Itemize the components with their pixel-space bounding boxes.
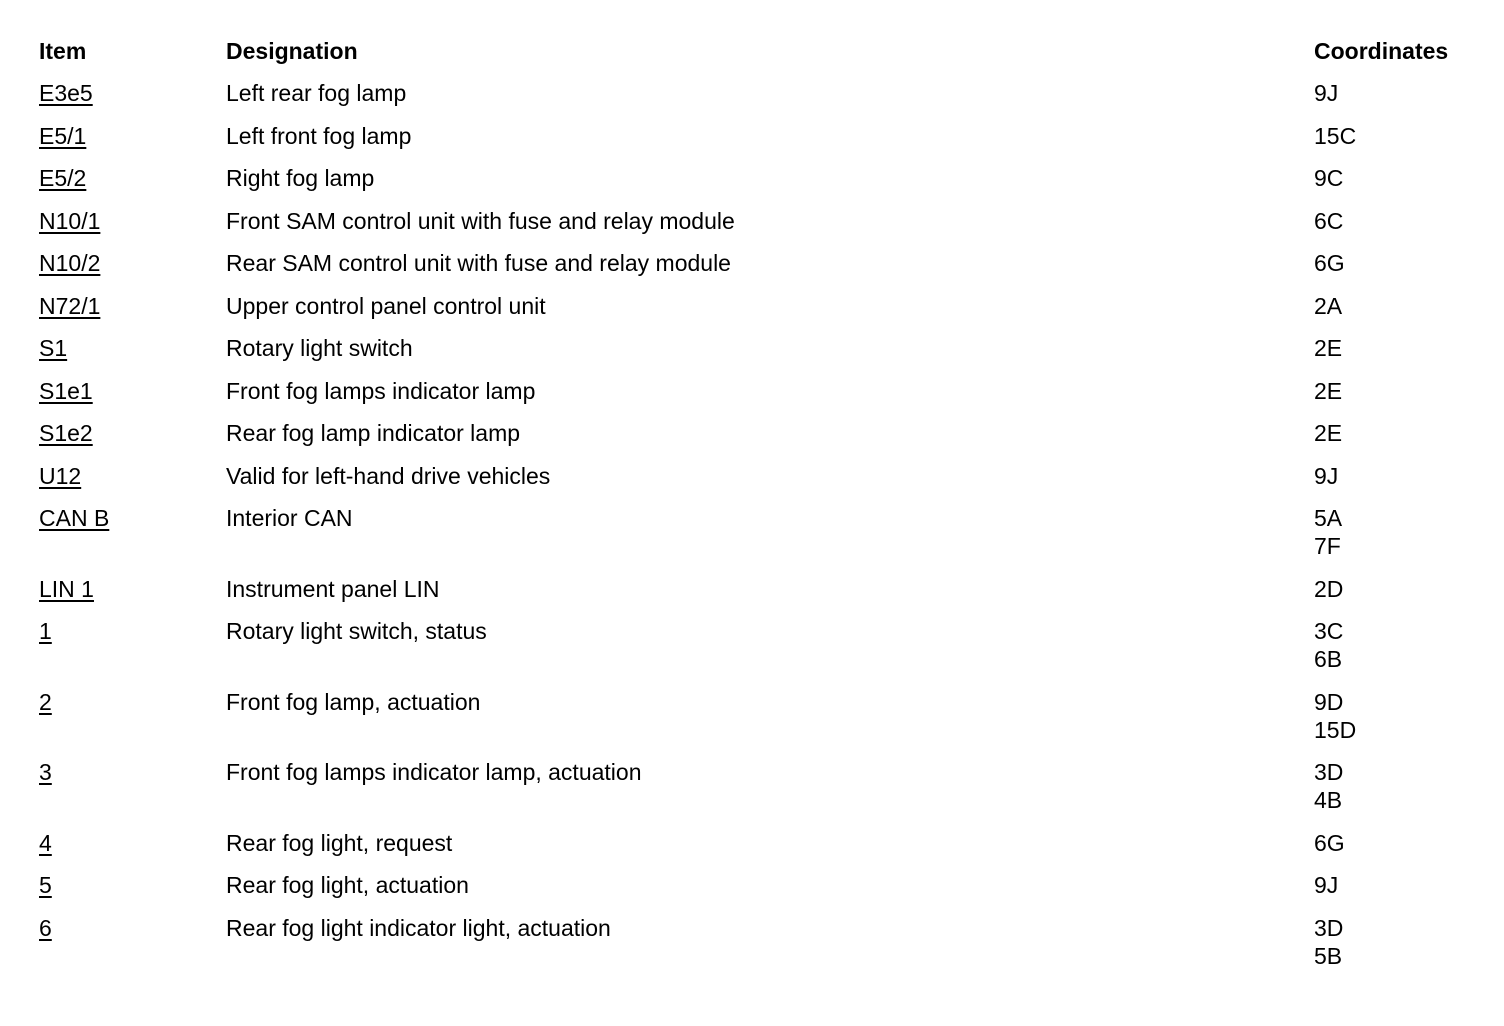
coordinates-cell: [1314, 164, 1494, 207]
coordinates-column-header: Coordinates: [1314, 38, 1449, 64]
table-row: [39, 758, 1494, 829]
item-link[interactable]: N10/1: [39, 207, 101, 234]
item-cell: [39, 292, 226, 335]
item-cell: [39, 758, 226, 829]
coordinate-value: 6G: [1314, 250, 1345, 276]
coordinate-value: 7F: [1314, 533, 1341, 559]
coordinates-cell: [1314, 462, 1494, 505]
coordinates-cell: [1314, 249, 1494, 292]
item-link[interactable]: 2: [39, 688, 52, 715]
coordinate-value: 2E: [1314, 420, 1343, 446]
item-cell: [39, 504, 226, 575]
table-row: [39, 249, 1494, 292]
coordinate-value: 5A: [1314, 505, 1343, 531]
coordinates-cell: [1314, 575, 1494, 618]
coordinates-cell: [1314, 419, 1494, 462]
item-cell: [39, 164, 226, 207]
coordinate-value: 9C: [1314, 165, 1344, 191]
item-link[interactable]: N72/1: [39, 292, 101, 319]
designation-cell: Left rear fog lamp: [226, 80, 407, 106]
table-row: [39, 871, 1494, 914]
designation-cell: Interior CAN: [226, 505, 353, 531]
designation-cell: Rotary light switch: [226, 335, 413, 361]
designation-cell: Upper control panel control unit: [226, 292, 546, 319]
item-link[interactable]: N10/2: [39, 250, 101, 276]
table-row: [39, 688, 1494, 759]
item-link[interactable]: 5: [39, 872, 52, 898]
designation-cell: Front fog lamps indicator lamp, actuation: [226, 759, 642, 785]
coordinate-value: 2A: [1314, 292, 1343, 319]
component-legend-table: [39, 33, 1494, 984]
designation-cell: Rear fog light, actuation: [226, 872, 469, 898]
item-cell: [39, 79, 226, 122]
item-link[interactable]: E5/1: [39, 122, 87, 149]
table-row: [39, 462, 1494, 505]
coordinates-cell: [1314, 504, 1494, 575]
coordinate-value: 5B: [1314, 942, 1343, 969]
coordinates-cell: [1314, 871, 1494, 914]
designation-cell: Instrument panel LIN: [226, 575, 440, 602]
item-link[interactable]: LIN 1: [39, 575, 94, 602]
coordinates-cell: [1314, 334, 1494, 377]
designation-cell: Valid for left-hand drive vehicles: [226, 462, 551, 489]
item-cell: [39, 829, 226, 872]
coordinate-value: 2D: [1314, 575, 1344, 602]
item-cell: [39, 688, 226, 759]
table-row: [39, 419, 1494, 462]
item-cell: [39, 334, 226, 377]
item-link[interactable]: CAN B: [39, 505, 110, 531]
table-row: [39, 504, 1494, 575]
item-link[interactable]: E3e5: [39, 80, 93, 106]
item-column-header: Item: [39, 38, 87, 64]
designation-cell: Front fog lamp, actuation: [226, 688, 481, 715]
designation-cell: Rear fog light indicator light, actuation: [226, 914, 611, 941]
item-cell: [39, 871, 226, 914]
table-row: [39, 829, 1494, 872]
coordinate-value: 9J: [1314, 80, 1339, 106]
coordinate-value: 9J: [1314, 462, 1339, 489]
coordinates-cell: [1314, 829, 1494, 872]
designation-cell: Rear SAM control unit with fuse and relay module: [226, 250, 731, 276]
item-cell: [39, 914, 226, 985]
item-cell: [39, 122, 226, 165]
designation-cell: Front SAM control unit with fuse and relay module: [226, 207, 735, 234]
coordinates-cell: [1314, 688, 1494, 759]
item-cell: [39, 419, 226, 462]
header-row: [39, 33, 1494, 79]
coordinates-cell: [1314, 207, 1494, 250]
table-row: [39, 914, 1494, 985]
table-row: [39, 377, 1494, 420]
designation-cell: Rear fog lamp indicator lamp: [226, 420, 521, 446]
item-link[interactable]: 6: [39, 914, 52, 941]
item-cell: [39, 377, 226, 420]
coordinate-value: 2E: [1314, 377, 1343, 404]
legend-body: [39, 79, 1494, 984]
item-cell: [39, 249, 226, 292]
designation-cell: Right fog lamp: [226, 165, 375, 191]
coordinate-value: 6B: [1314, 646, 1343, 672]
coordinates-cell: [1314, 617, 1494, 688]
coordinate-value: 9D: [1314, 688, 1344, 715]
designation-column-header: Designation: [226, 38, 358, 64]
designation-cell: Left front fog lamp: [226, 122, 412, 149]
designation-cell: Rear fog light, request: [226, 829, 453, 856]
table-row: [39, 164, 1494, 207]
item-cell: [39, 617, 226, 688]
coordinates-cell: [1314, 122, 1494, 165]
item-link[interactable]: S1: [39, 335, 68, 361]
table-row: [39, 575, 1494, 618]
coordinates-cell: [1314, 377, 1494, 420]
coordinate-value: 3D: [1314, 914, 1344, 941]
table-row: [39, 292, 1494, 335]
table-row: [39, 122, 1494, 165]
coordinate-value: 3C: [1314, 618, 1344, 644]
designation-cell: Front fog lamps indicator lamp: [226, 377, 536, 404]
designation-cell: Rotary light switch, status: [226, 618, 487, 644]
coordinates-cell: [1314, 79, 1494, 122]
item-link[interactable]: E5/2: [39, 165, 87, 191]
coordinate-value: 15C: [1314, 122, 1357, 149]
coordinate-value: 9J: [1314, 872, 1339, 898]
item-link[interactable]: S1e1: [39, 377, 93, 404]
coordinate-value: 3D: [1314, 759, 1344, 785]
table-row: [39, 617, 1494, 688]
item-cell: [39, 207, 226, 250]
table-row: [39, 334, 1494, 377]
item-link[interactable]: 3: [39, 759, 52, 785]
table-row: [39, 79, 1494, 122]
coordinates-cell: [1314, 292, 1494, 335]
item-link[interactable]: 4: [39, 829, 52, 856]
item-link[interactable]: U12: [39, 462, 82, 489]
item-cell: [39, 462, 226, 505]
coordinate-value: 15D: [1314, 716, 1357, 743]
item-cell: [39, 575, 226, 618]
coordinates-cell: [1314, 758, 1494, 829]
coordinate-value: 6C: [1314, 207, 1344, 234]
coordinate-value: 2E: [1314, 335, 1343, 361]
item-link[interactable]: 1: [39, 618, 52, 644]
item-link[interactable]: S1e2: [39, 420, 93, 446]
coordinate-value: 6G: [1314, 829, 1345, 856]
coordinates-cell: [1314, 914, 1494, 985]
coordinate-value: 4B: [1314, 787, 1343, 813]
table-row: [39, 207, 1494, 250]
